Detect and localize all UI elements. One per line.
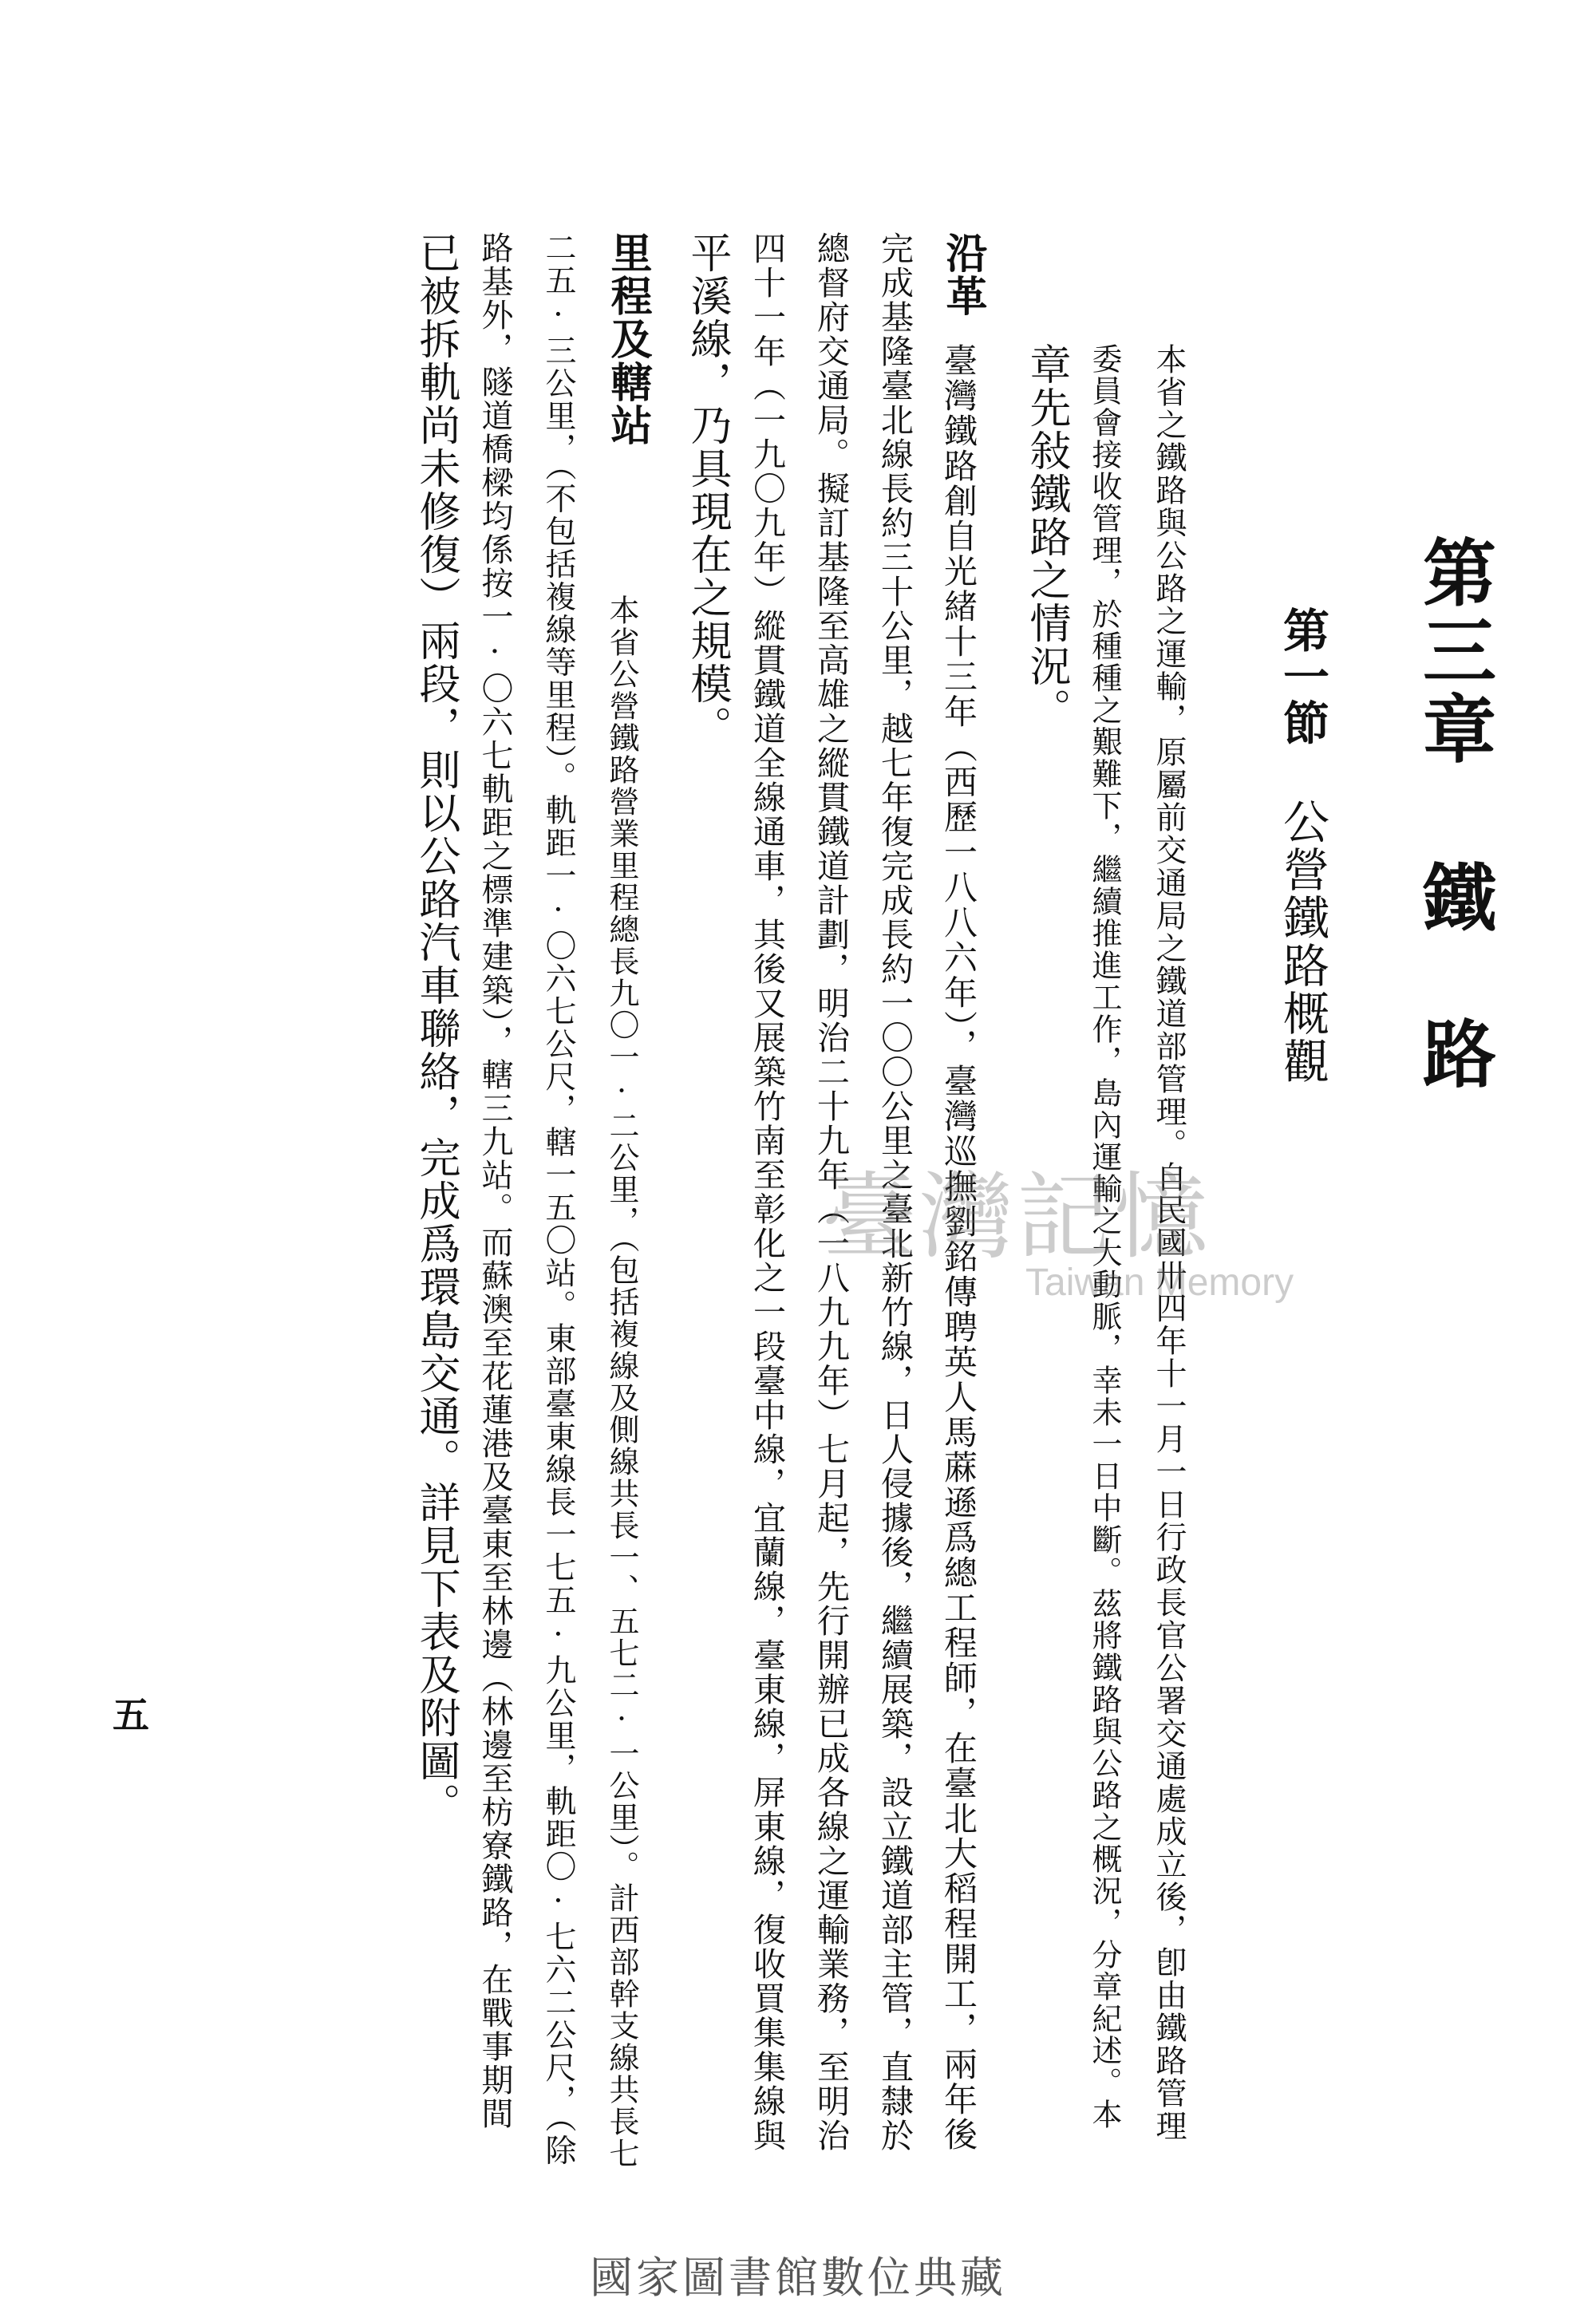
body-line: 四十一年（一九〇九年）縱貫鐵道全線通車，其後又展築竹南至彰化之一段臺中線，宜蘭線，臺東線，屏東線，復收買集集線與 xyxy=(748,231,786,2153)
body-line: 二五·三公里，（不包括複線等里程）。軌距一·〇六七公尺，轄一五〇站。東部臺東線長一七五·九公里，軌距〇·七六二公尺，（除 xyxy=(540,231,576,2167)
watermark-chinese: 臺灣記憶 xyxy=(822,1162,1212,1272)
body-line: 委員會接收管理，於種種之艱難下，繼續推進工作，島內運輸之大動脈，幸未一日中斷。茲將鐵路與公路之概況，分章紀述。本 xyxy=(1087,343,1122,2130)
section-label: 第一節 xyxy=(1275,606,1329,745)
heading-mileage: 里程及轄站 xyxy=(603,231,651,447)
watermark-english: Taiwan Memory xyxy=(1025,1262,1294,1304)
heading-history: 沿革 xyxy=(938,231,986,318)
body-line: 本省公營鐵路營業里程總長九〇一·二公里，（包括複線及側線共長一、五七二·一公里）。計西部幹支線共長七 xyxy=(604,594,639,2170)
body-line: 完成基隆臺北線長約三十公里，越七年復完成長約一〇〇公里之臺北新竹線，日人侵據後，繼續展築，設立鐵道部主管，直隸於 xyxy=(875,231,914,2153)
body-line: 路基外，隧道橋樑均係按一·〇六七軌距之標準建築），轄三九站。而蘇澳至花蓮港及臺東至林邊（林邊至枋寮鐵路，在戰事期間 xyxy=(476,231,513,2130)
body-line: 臺灣鐵路創自光緒十三年（西歷一八八六年），臺灣巡撫劉銘傳聘英人馬蔴遜爲總工程師，在臺北大稻程開工，兩年後 xyxy=(939,343,978,2152)
section-title: 公營鐵路概觀 xyxy=(1275,798,1329,1085)
body-line: 章先敍鐵路之情況。 xyxy=(1022,343,1070,731)
body-line: 已被拆軌尚未修復）兩段，則以公路汽車聯絡，完成爲環島交通。詳見下表及附圖。 xyxy=(412,231,460,1826)
body-line: 本省之鐵路與公路之運輸，原屬前交通局之鐵道部管理。自民國卅四年十一月一日行政長官公署交通處成立後，卽由鐵路管理 xyxy=(1151,343,1187,2142)
page-number: 五 xyxy=(107,1696,150,1732)
chapter-title: 第三章 鐵 路 xyxy=(1411,535,1496,1094)
body-line: 總督府交通局。擬訂基隆至高雄之縱貫鐵道計劃，明治二十九年（一八九九年）七月起，先行開辦已成各線之運輸業務，至明治 xyxy=(812,231,850,2153)
footer-credit: 國家圖書館數位典藏 xyxy=(590,2253,1006,2303)
body-line: 平溪線，乃具現在之規模。 xyxy=(683,231,731,748)
watermark-logo xyxy=(822,1141,1294,1333)
